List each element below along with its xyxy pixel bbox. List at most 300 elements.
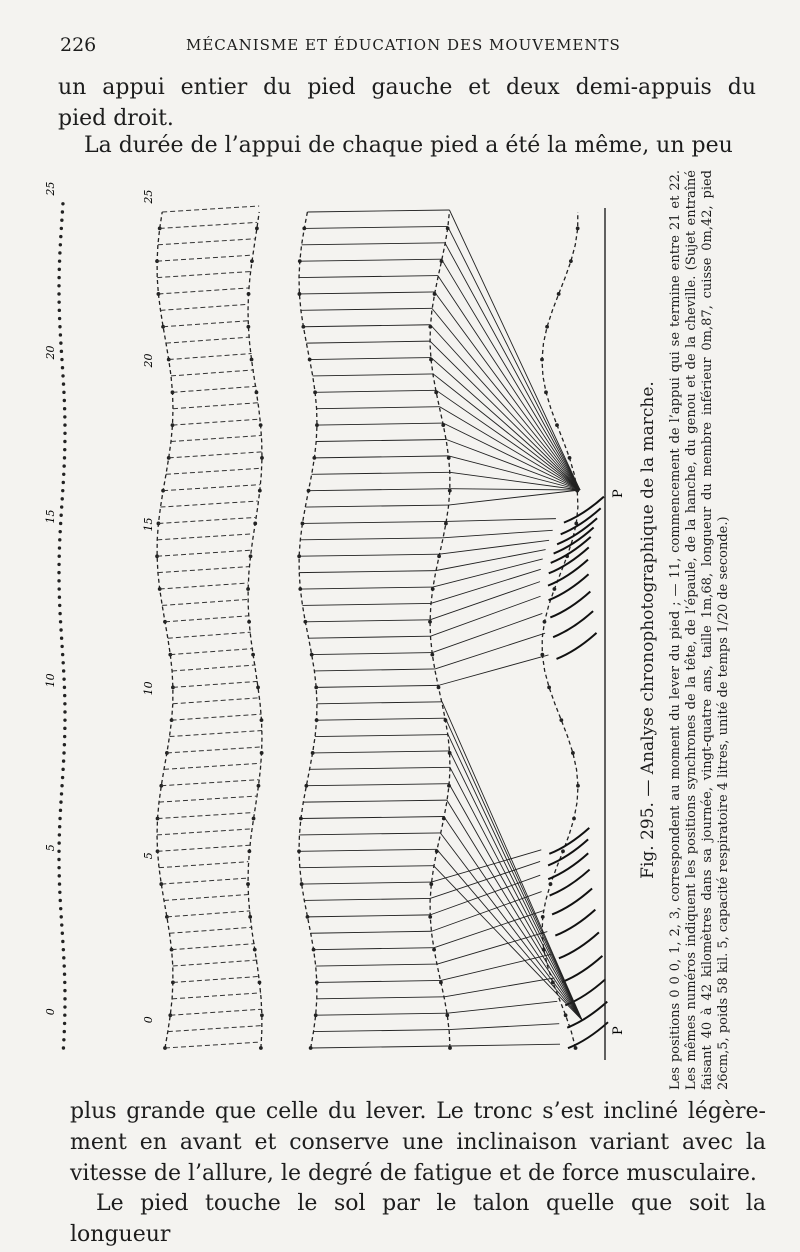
- head-dot: [63, 702, 66, 705]
- head-dot: [59, 333, 62, 336]
- shoulder-mark-label: 15: [142, 517, 155, 532]
- joint-dot: [543, 620, 547, 624]
- shank-segment: [444, 978, 554, 997]
- thigh-segment: [316, 964, 438, 966]
- head-dot: [59, 243, 62, 246]
- head-dot: [59, 628, 62, 631]
- running-head: [58, 30, 758, 58]
- head-dot: [58, 530, 61, 533]
- head-dot: [58, 604, 61, 607]
- thigh-segment: [299, 292, 434, 294]
- thigh-segment: [299, 554, 439, 556]
- head-dot: [60, 505, 63, 508]
- head-dot: [61, 497, 64, 500]
- trunk-segment: [158, 517, 255, 523]
- trunk-segment: [163, 485, 260, 491]
- head-dot: [62, 669, 65, 672]
- joint-dot: [259, 1046, 263, 1050]
- head-dot: [58, 317, 61, 320]
- joint-dot: [574, 1046, 578, 1050]
- trunk-segment: [161, 780, 258, 786]
- trunk-segment: [172, 419, 260, 425]
- head-dot: [58, 546, 61, 549]
- joint-dot: [246, 587, 250, 591]
- thigh-segment: [302, 882, 432, 884]
- trunk-segment: [158, 239, 254, 245]
- trunk-segment: [160, 583, 248, 589]
- foot-segment: [553, 611, 593, 637]
- head-dot: [59, 809, 62, 812]
- joint-dot: [250, 259, 254, 263]
- foot-segment: [557, 633, 597, 659]
- head-dot: [59, 899, 62, 902]
- head-dot: [60, 636, 63, 639]
- foot-segment: [550, 870, 590, 896]
- shoulder-mark-label: 0: [142, 1016, 155, 1024]
- trunk-segment: [164, 894, 249, 900]
- joint-dot: [259, 423, 263, 427]
- head-dot: [58, 259, 61, 262]
- head-dot: [60, 218, 63, 221]
- head-dot: [61, 489, 64, 492]
- joint-dot: [445, 1013, 449, 1017]
- joint-dot: [569, 259, 573, 263]
- head-dot: [58, 817, 61, 820]
- paragraph-bottom-1-line-2: ment en avant et conserve une inclinaison variant avec la: [70, 1130, 766, 1155]
- thigh-segment: [305, 620, 430, 622]
- thigh-segment: [317, 718, 446, 720]
- trunk-segment: [170, 927, 253, 933]
- head-dot: [58, 555, 61, 558]
- thigh-segment: [299, 833, 440, 835]
- head-mark-label: 10: [44, 673, 57, 688]
- trunk-segment: [157, 534, 253, 540]
- head-dot: [62, 751, 65, 754]
- head-dot: [63, 1014, 66, 1017]
- head-dot: [62, 948, 65, 951]
- trunk-segment: [161, 878, 248, 884]
- thigh-segment: [317, 423, 443, 425]
- thigh-segment: [300, 866, 434, 868]
- shank-segment: [439, 655, 549, 685]
- shank-segment: [435, 292, 580, 490]
- joint-dot: [430, 653, 434, 657]
- foot-segment: [549, 828, 589, 854]
- trunk-segment: [164, 763, 260, 769]
- shank-segment: [433, 559, 543, 587]
- trunk-segment: [158, 845, 250, 851]
- trunk-segment: [158, 288, 248, 294]
- paragraph-top-2: La durée de l’appui de chaque pied a été la même, un peu: [84, 133, 733, 158]
- head-dot: [63, 399, 66, 402]
- leg-segments: [299, 210, 608, 1048]
- head-dot: [60, 645, 63, 648]
- trunk-segment: [166, 337, 250, 343]
- thigh-segment: [302, 243, 445, 245]
- trunk-segment: [160, 501, 257, 507]
- shank-segment: [432, 308, 580, 490]
- head-dot: [57, 841, 60, 844]
- thigh-segment: [312, 472, 450, 474]
- head-dot: [63, 1022, 66, 1025]
- head-dot: [57, 571, 60, 574]
- thigh-segment: [314, 948, 435, 950]
- running-title: MÉCANISME ET ÉDUCATION DES MOUVEMENTS: [186, 36, 621, 54]
- thigh-segment: [303, 800, 447, 802]
- joint-dot: [545, 325, 549, 329]
- head-dot: [63, 440, 66, 443]
- head-dot: [58, 874, 61, 877]
- joint-dot: [431, 587, 435, 591]
- thigh-segment: [317, 407, 440, 409]
- head-dot: [61, 661, 64, 664]
- joint-dot: [559, 718, 563, 722]
- thigh-segment: [309, 636, 431, 638]
- head-dot: [57, 563, 60, 566]
- joint-dot: [432, 948, 436, 952]
- shoulder-mark-label: 10: [142, 681, 155, 696]
- shank-segment: [432, 613, 542, 652]
- thigh-segment: [316, 1013, 448, 1015]
- joint-dot: [255, 226, 259, 230]
- joint-dot: [251, 653, 255, 657]
- trunk-segment: [160, 304, 248, 310]
- head-dot: [59, 235, 62, 238]
- head-dot: [60, 358, 63, 361]
- trunk-segment: [162, 206, 259, 212]
- joint-dot: [248, 915, 252, 919]
- head-dot: [63, 432, 66, 435]
- head-dot: [59, 800, 62, 803]
- thigh-segment: [315, 735, 448, 737]
- trunk-segment: [158, 567, 249, 573]
- thigh-segment: [302, 603, 430, 605]
- thigh-segment: [299, 571, 435, 573]
- trunk-segment: [172, 993, 261, 999]
- head-mark-label: 0: [44, 1008, 57, 1016]
- trunk-segment: [173, 976, 260, 982]
- joint-dot: [547, 685, 551, 689]
- head-dot: [61, 940, 64, 943]
- trunk-segment: [173, 960, 257, 966]
- joint-dot: [576, 784, 580, 788]
- paragraph-top-1-line-1: un appui entier du pied gauche et deux demi-appuis du: [58, 75, 756, 100]
- head-dot: [57, 866, 60, 869]
- head-dot: [60, 784, 63, 787]
- head-dot: [60, 350, 63, 353]
- trunk-segment: [162, 599, 248, 605]
- head-dot: [63, 735, 66, 738]
- thigh-segment: [309, 489, 450, 491]
- joint-dot: [256, 685, 260, 689]
- head-dot: [62, 391, 65, 394]
- head-dot: [58, 891, 61, 894]
- head-dot: [63, 686, 66, 689]
- trunk-segment: [173, 681, 258, 687]
- joint-trajectory: [248, 212, 262, 1048]
- joint-dot: [428, 915, 432, 919]
- head-dot: [62, 956, 65, 959]
- thigh-segment: [312, 653, 433, 655]
- head-dot: [61, 932, 64, 935]
- joint-dot: [255, 390, 259, 394]
- head-mark-label: 15: [44, 509, 57, 524]
- trunk-segment: [172, 386, 256, 392]
- thigh-segment: [313, 751, 450, 753]
- thigh-segment: [299, 849, 437, 851]
- thigh-segment: [306, 784, 449, 786]
- joint-dot: [249, 554, 253, 558]
- joint-dot: [564, 1013, 568, 1017]
- thigh-segment: [306, 341, 430, 343]
- head-dot: [57, 300, 60, 303]
- head-dot: [63, 415, 66, 418]
- thigh-segment: [311, 931, 432, 933]
- joint-dot: [572, 817, 576, 821]
- joint-dot: [247, 849, 251, 853]
- head-dot: [61, 653, 64, 656]
- head-trajectory: [57, 202, 66, 1050]
- head-dot: [62, 382, 65, 385]
- head-dot: [60, 923, 63, 926]
- head-dot: [63, 981, 66, 984]
- trunk-segment: [157, 829, 251, 835]
- head-dot: [61, 776, 64, 779]
- head-dot: [58, 309, 61, 312]
- thigh-segment: [317, 997, 445, 999]
- trunk-segment: [168, 1026, 262, 1032]
- thigh-segment: [314, 456, 448, 458]
- foot-segment: [559, 932, 599, 958]
- joint-trajectory: [542, 212, 578, 1048]
- shank-segment: [430, 325, 580, 490]
- head-mark-label: 20: [44, 345, 57, 360]
- shank-segment: [448, 735, 582, 1020]
- trunk-segment: [169, 354, 252, 360]
- head-dot: [60, 915, 63, 918]
- trunk-segment: [170, 1009, 262, 1015]
- head-dot: [59, 620, 62, 623]
- joint-dot: [444, 522, 448, 526]
- shoulder-mark-label: 25: [142, 189, 155, 204]
- joint-dot: [541, 915, 545, 919]
- joint-dot: [561, 849, 565, 853]
- thigh-segment: [307, 915, 430, 917]
- shoulder-mark-label: 20: [142, 353, 155, 368]
- thigh-segment: [315, 390, 436, 392]
- head-dot: [58, 538, 61, 541]
- joint-dot: [247, 292, 251, 296]
- joint-dot: [437, 685, 441, 689]
- head-dot: [63, 743, 66, 746]
- thigh-segment: [300, 538, 442, 540]
- head-dot: [61, 374, 64, 377]
- head-dot: [61, 202, 64, 205]
- trunk-segment: [160, 222, 257, 228]
- head-dot: [63, 1005, 66, 1008]
- trunk-segment: [170, 731, 262, 737]
- head-mark-label: 25: [44, 181, 57, 196]
- head-dot: [63, 423, 66, 426]
- trunk-segment: [165, 1042, 261, 1048]
- head-dot: [63, 727, 66, 730]
- head-dot: [58, 882, 61, 885]
- head-dot: [62, 1046, 65, 1049]
- head-dot: [58, 251, 61, 254]
- thigh-segment: [301, 308, 432, 310]
- trunk-segment: [173, 403, 259, 409]
- thigh-segment: [310, 358, 431, 360]
- foot-segment: [550, 591, 590, 617]
- head-mark-label: 5: [44, 844, 57, 852]
- label-p-bottom: P: [611, 1026, 626, 1035]
- paragraph-top-1-line-2: pied droit.: [58, 106, 174, 131]
- head-dot: [57, 858, 60, 861]
- trunk-segment: [172, 944, 255, 950]
- thigh-segment: [310, 767, 450, 769]
- shank-segment: [448, 490, 580, 505]
- joint-dot: [544, 390, 548, 394]
- head-dot: [63, 964, 66, 967]
- joint-dot: [260, 456, 264, 460]
- trunk-segments: [157, 206, 262, 1048]
- shank-segment: [446, 519, 556, 522]
- shank-segment: [435, 633, 545, 669]
- shank-segment: [450, 1044, 560, 1046]
- joint-dot: [557, 292, 561, 296]
- joint-dot: [568, 456, 572, 460]
- thigh-segment: [303, 325, 430, 327]
- trunk-segment: [173, 698, 260, 704]
- joint-dot: [428, 620, 432, 624]
- joint-dot: [257, 784, 261, 788]
- head-dot: [61, 366, 64, 369]
- thigh-segment: [304, 226, 447, 228]
- joint-dot: [250, 358, 254, 362]
- shank-segment: [443, 530, 553, 538]
- thigh-segment: [313, 374, 433, 376]
- trunk-segment: [171, 370, 254, 376]
- shank-segment: [430, 582, 540, 620]
- label-p-top: P: [611, 489, 626, 498]
- shank-segment: [449, 1024, 559, 1030]
- head-dot: [62, 481, 65, 484]
- figure-caption: Les positions 0 0 0, 1, 2, 3, correspondent au moment du lever du pied ; — 11, commencement de l’appui qui se termine entre 21 et 22. Les mêmes numéros indiquent les positions synchrones de la tête, de l’épaule, de la hanche, du genou et de la cheville. (Sujet entraîné faisant 40 à 42 kilomètres dans sa journée, vingt-quatre ans, taille 1m,68, longueur du membre inférieur 0m,87, cuisse 0m,42, pied 26cm,5, poids 58 kil. 5, capacité respiratoire 4 litres, unité de temps 1/20 de seconde.): [668, 170, 731, 1090]
- trunk-segment: [157, 272, 250, 278]
- head-dot: [57, 276, 60, 279]
- joint-dot: [437, 554, 441, 558]
- joint-dot: [260, 1013, 264, 1017]
- trunk-segment: [158, 813, 254, 819]
- shank-segment: [431, 569, 541, 603]
- shoulder-trajectory: [155, 212, 580, 1050]
- trunk-segment: [170, 649, 253, 655]
- head-dot: [62, 473, 65, 476]
- head-dot: [59, 907, 62, 910]
- head-dot: [62, 464, 65, 467]
- shank-segment: [440, 833, 582, 1020]
- thigh-segment: [316, 685, 438, 687]
- head-dot: [57, 850, 60, 853]
- shank-segment: [430, 861, 540, 898]
- chronophotograph-figure: [40, 181, 635, 1070]
- head-dot: [59, 522, 62, 525]
- joint-dot: [576, 226, 580, 230]
- shank-segment: [450, 767, 582, 1020]
- joint-dot: [246, 325, 250, 329]
- head-dot: [63, 407, 66, 410]
- shank-segment: [431, 596, 541, 636]
- shank-segment: [447, 1001, 557, 1013]
- thigh-segment: [299, 276, 438, 278]
- thigh-segment: [305, 505, 448, 507]
- shank-segment: [431, 850, 541, 882]
- joint-dot: [448, 1046, 452, 1050]
- head-dot: [63, 448, 66, 451]
- head-dot: [60, 792, 63, 795]
- head-dot: [62, 1038, 65, 1041]
- trunk-segment: [165, 616, 249, 622]
- thigh-segment: [311, 1046, 450, 1048]
- head-dot: [63, 456, 66, 459]
- figure-title: Fig. 295. — Analyse chronophotographique de la marche.: [638, 381, 658, 879]
- trunk-segment: [171, 435, 262, 441]
- trunk-segment: [157, 550, 250, 556]
- head-dot: [57, 579, 60, 582]
- joint-dot: [253, 522, 257, 526]
- trunk-segment: [159, 862, 248, 868]
- paragraph-bottom-1-line-3: vitesse de l’allure, le degré de fatigue et de force musculaire.: [70, 1161, 757, 1186]
- joint-dot: [260, 751, 264, 755]
- thigh-segment: [314, 669, 435, 671]
- shank-segment: [442, 702, 582, 1020]
- thigh-segment: [301, 817, 444, 819]
- head-dot: [60, 227, 63, 230]
- joint-dot: [555, 423, 559, 427]
- head-dot: [58, 596, 61, 599]
- joint-dot: [540, 358, 544, 362]
- trunk-segment: [157, 255, 252, 261]
- trunk-segment: [159, 796, 256, 802]
- head-dot: [58, 612, 61, 615]
- head-dot: [57, 292, 60, 295]
- joint-trajectory: [157, 212, 173, 1048]
- joint-dot: [253, 948, 257, 952]
- trunk-segment: [167, 747, 262, 753]
- joint-dot: [252, 817, 256, 821]
- shank-segment: [450, 489, 580, 490]
- joint-dot: [439, 981, 443, 985]
- trunk-segment: [168, 632, 251, 638]
- trunk-segment: [163, 321, 248, 327]
- head-dot: [62, 759, 65, 762]
- thigh-segment: [300, 259, 442, 261]
- foot-segment: [562, 956, 602, 982]
- joint-trajectory: [299, 212, 317, 1048]
- page-number: 226: [60, 34, 97, 56]
- thigh-segment: [317, 702, 442, 704]
- trunk-segment: [169, 452, 262, 458]
- head-dot: [63, 997, 66, 1000]
- joint-dot: [258, 981, 262, 985]
- head-dot: [59, 514, 62, 517]
- head-dot: [63, 1030, 66, 1033]
- joint-dot: [549, 882, 553, 886]
- head-dot: [63, 694, 66, 697]
- shank-segment: [430, 341, 580, 490]
- thigh-segment: [314, 1030, 450, 1032]
- thigh-segment: [317, 980, 441, 982]
